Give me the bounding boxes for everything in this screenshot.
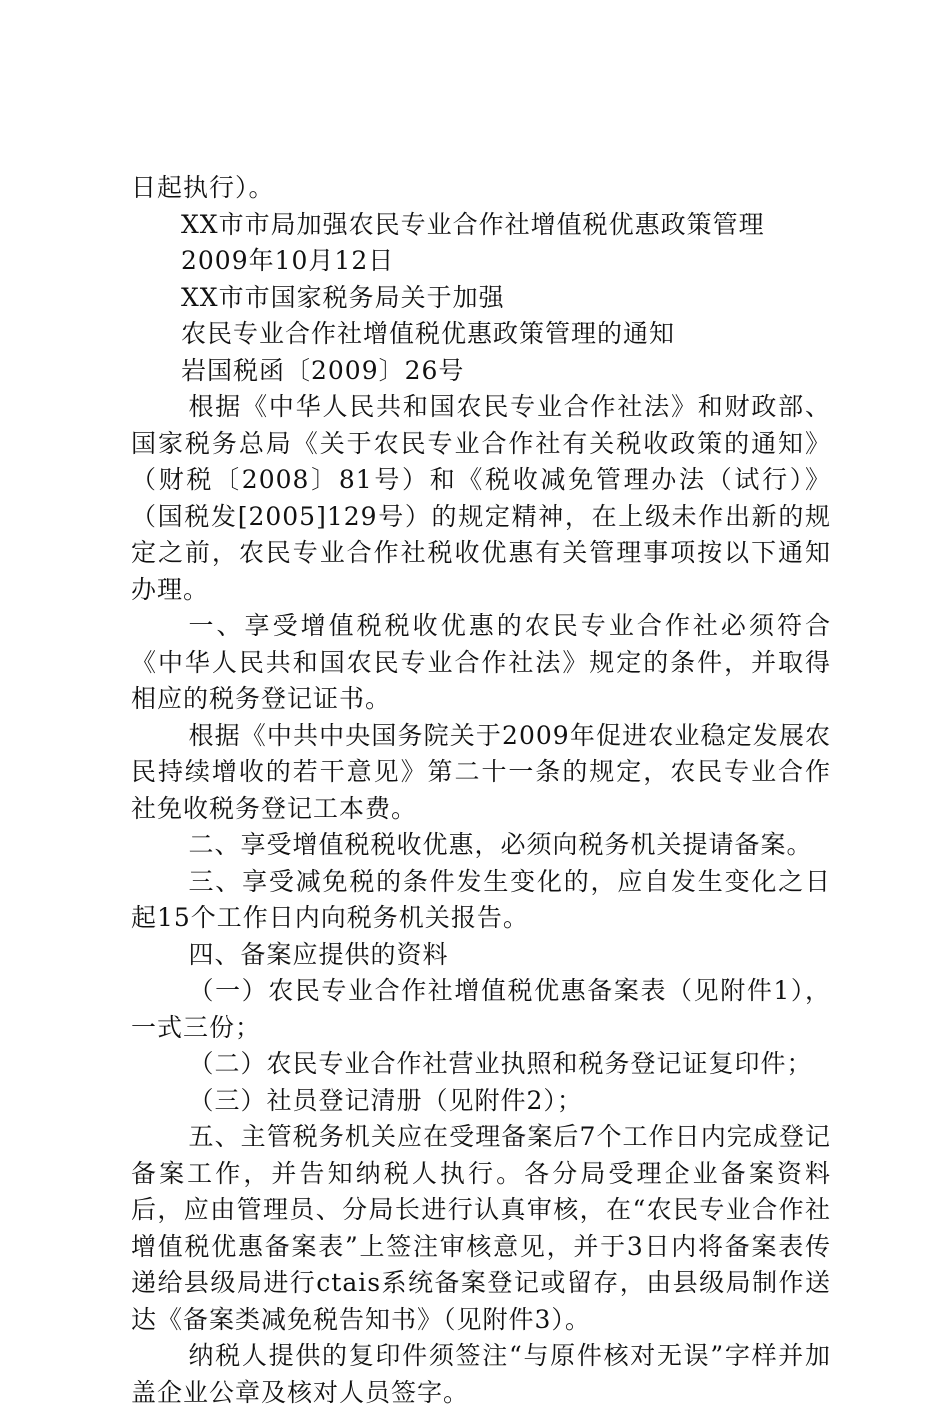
notice-title-line-2: 农民专业合作社增值税优惠政策管理的通知 — [181, 319, 676, 348]
paragraph-fee-exemption: 根据《中共中央国务院关于2009年促进农业稳定发展农民持续增收的若干意见》第二十一条的规定，农民专业合作社免收税务登记工本费。 — [131, 720, 831, 823]
paragraph-subitem-1: （一）农民专业合作社增值税优惠备案表（见附件1），一式三份； — [131, 976, 831, 1042]
paragraph-item-1: 一、享受增值税税收优惠的农民专业合作社必须符合《中华人民共和国农民专业合作社法》规定的条件，并取得相应的税务登记证书。 — [131, 611, 831, 713]
paragraph-subitem-3: （三）社员登记清册（见附件2）； — [188, 1085, 583, 1115]
paragraph-subitem-2: （二）农民专业合作社营业执照和税务登记证复印件； — [188, 1049, 813, 1078]
paragraph-item-3: 三、享受减免税的条件发生变化的，应自发生变化之日起15个工作日内向税务机关报告。 — [131, 866, 831, 932]
document-number: 岩国税函〔2009〕26号 — [181, 355, 465, 385]
paragraph-item-5: 五、主管税务机关应在受理备案后7个工作日内完成登记备案工作，并告知纳税人执行。各分局受理企业备案资料后，应由管理员、分局长进行认真审核，在“农民专业合作社增值税优惠备案表”上签注审核意见，并于3日内将备案表传递给县级局进行ctais系统备案登记或留存，由县级局制作送达《备案类减免税告知书》（见附件3）。 — [131, 1122, 831, 1334]
paragraph-item-2: 二、享受增值税税收优惠，必须向税务机关提请备案。 — [188, 830, 813, 859]
paragraph-item-4: 四、备案应提供的资料 — [188, 939, 449, 969]
document-date: 2009年10月12日 — [181, 246, 395, 275]
paragraph-copy-requirement: 纳税人提供的复印件须签注“与原件核对无误”字样并加盖企业公章及核对人员签字。 — [131, 1341, 831, 1407]
document-body — [131, 170, 831, 1411]
section-heading: XX市市局加强农民专业合作社增值税优惠政策管理 — [181, 209, 765, 239]
notice-title-line-1: XX市市国家税务局关于加强 — [181, 282, 505, 312]
paragraph-continuation: 日起执行）。 — [131, 173, 275, 202]
paragraph-intro: 根据《中华人民共和国农民专业合作社法》和财政部、国家税务总局《关于农民专业合作社有关税收政策的通知》（财税〔2008〕81号）和《税收减免管理办法（试行）》（国税发[2005]129号）的规定精神，在上级未作出新的规定之前，农民专业合作社税收优惠有关管理事项按以下通知办理。 — [131, 392, 831, 604]
